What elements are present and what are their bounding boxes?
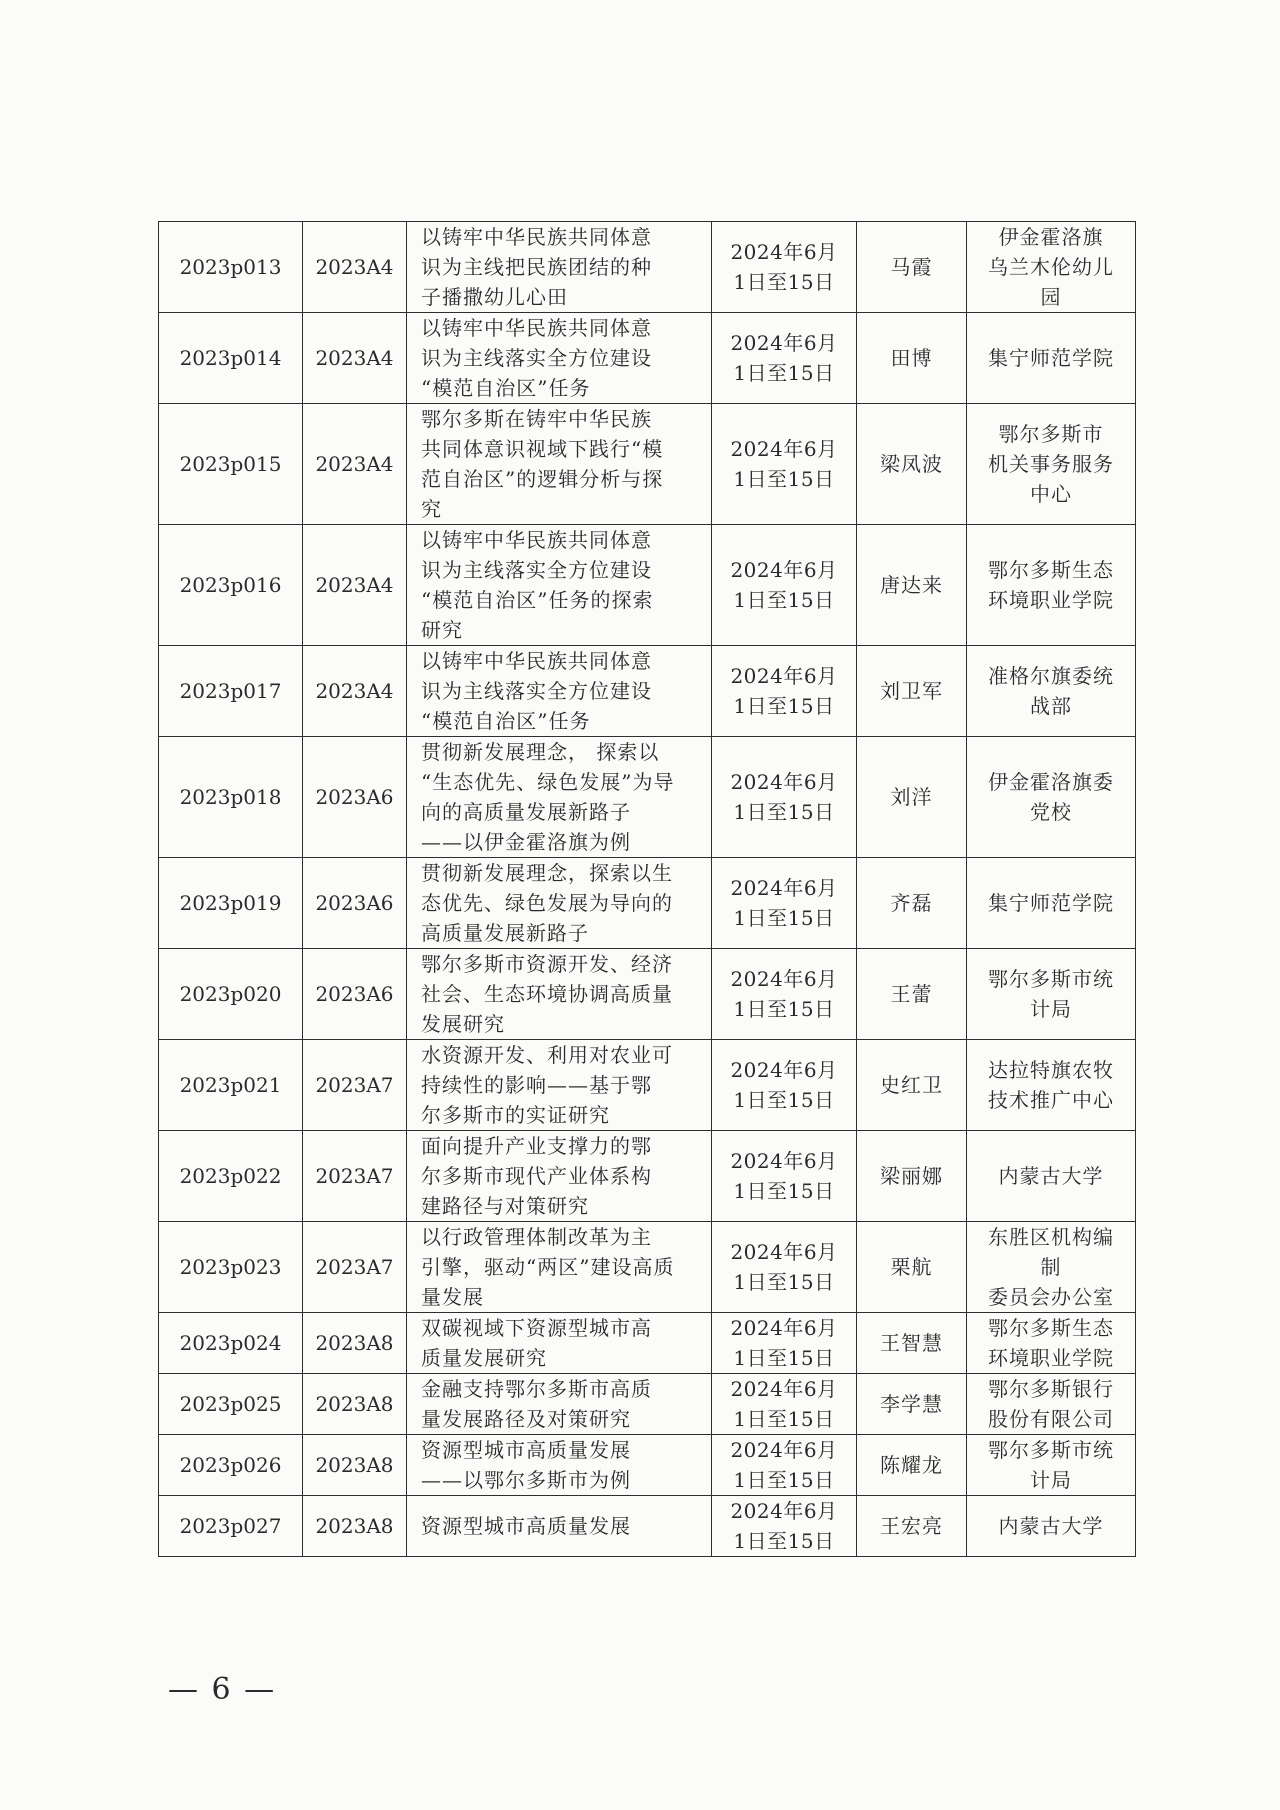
table-row — [159, 1131, 1136, 1222]
category-code-cell: 2023A8 — [303, 1313, 407, 1374]
organization-cell: 伊金霍洛旗 乌兰木伦幼儿 园 — [967, 222, 1136, 313]
project-table-container — [158, 221, 1135, 1557]
organization-cell: 伊金霍洛旗委 党校 — [967, 737, 1136, 858]
project-title-cell: 以铸牢中华民族共同体意 识为主线落实全方位建设 “模范自治区”任务 — [407, 646, 712, 737]
project-table-body — [159, 222, 1136, 1557]
author-name-cell: 栗航 — [857, 1222, 967, 1313]
organization-cell: 鄂尔多斯市统 计局 — [967, 949, 1136, 1040]
project-id-cell: 2023p026 — [159, 1435, 303, 1496]
project-title-cell: 资源型城市高质量发展 — [407, 1496, 712, 1557]
organization-cell: 鄂尔多斯市统 计局 — [967, 1435, 1136, 1496]
author-name-cell: 陈耀龙 — [857, 1435, 967, 1496]
table-row — [159, 858, 1136, 949]
project-title-cell: 以行政管理体制改革为主 引擎，驱动“两区”建设高质 量发展 — [407, 1222, 712, 1313]
project-id-cell: 2023p025 — [159, 1374, 303, 1435]
date-range-cell: 2024年6月 1日至15日 — [712, 646, 857, 737]
organization-cell: 准格尔旗委统 战部 — [967, 646, 1136, 737]
date-range-cell: 2024年6月 1日至15日 — [712, 313, 857, 404]
author-name-cell: 齐磊 — [857, 858, 967, 949]
organization-cell: 鄂尔多斯生态 环境职业学院 — [967, 525, 1136, 646]
date-range-cell: 2024年6月 1日至15日 — [712, 737, 857, 858]
author-name-cell: 王智慧 — [857, 1313, 967, 1374]
project-title-cell: 以铸牢中华民族共同体意 识为主线落实全方位建设 “模范自治区”任务 — [407, 313, 712, 404]
date-range-cell: 2024年6月 1日至15日 — [712, 1131, 857, 1222]
project-title-cell: 贯彻新发展理念， 探索以 “生态优先、绿色发展”为导 向的高质量发展新路子 ——以伊金霍洛旗为例 — [407, 737, 712, 858]
category-code-cell: 2023A4 — [303, 646, 407, 737]
organization-cell: 鄂尔多斯银行 股份有限公司 — [967, 1374, 1136, 1435]
organization-cell: 内蒙古大学 — [967, 1496, 1136, 1557]
category-code-cell: 2023A6 — [303, 858, 407, 949]
project-id-cell: 2023p020 — [159, 949, 303, 1040]
organization-cell: 达拉特旗农牧 技术推广中心 — [967, 1040, 1136, 1131]
author-name-cell: 王宏亮 — [857, 1496, 967, 1557]
date-range-cell: 2024年6月 1日至15日 — [712, 858, 857, 949]
table-row — [159, 949, 1136, 1040]
author-name-cell: 马霞 — [857, 222, 967, 313]
project-title-cell: 金融支持鄂尔多斯市高质 量发展路径及对策研究 — [407, 1374, 712, 1435]
table-row — [159, 1222, 1136, 1313]
author-name-cell: 梁凤波 — [857, 404, 967, 525]
category-code-cell: 2023A7 — [303, 1040, 407, 1131]
project-title-cell: 以铸牢中华民族共同体意 识为主线把民族团结的种 子播撒幼儿心田 — [407, 222, 712, 313]
date-range-cell: 2024年6月 1日至15日 — [712, 1496, 857, 1557]
date-range-cell: 2024年6月 1日至15日 — [712, 222, 857, 313]
category-code-cell: 2023A8 — [303, 1496, 407, 1557]
category-code-cell: 2023A8 — [303, 1435, 407, 1496]
category-code-cell: 2023A7 — [303, 1222, 407, 1313]
category-code-cell: 2023A8 — [303, 1374, 407, 1435]
category-code-cell: 2023A4 — [303, 525, 407, 646]
table-row — [159, 1313, 1136, 1374]
table-row — [159, 404, 1136, 525]
organization-cell: 集宁师范学院 — [967, 858, 1136, 949]
project-id-cell: 2023p013 — [159, 222, 303, 313]
date-range-cell: 2024年6月 1日至15日 — [712, 1374, 857, 1435]
table-row — [159, 1496, 1136, 1557]
project-id-cell: 2023p021 — [159, 1040, 303, 1131]
page-number: — 6 — — [168, 1672, 277, 1707]
date-range-cell: 2024年6月 1日至15日 — [712, 1435, 857, 1496]
author-name-cell: 刘洋 — [857, 737, 967, 858]
project-id-cell: 2023p016 — [159, 525, 303, 646]
organization-cell: 鄂尔多斯生态 环境职业学院 — [967, 1313, 1136, 1374]
project-id-cell: 2023p018 — [159, 737, 303, 858]
date-range-cell: 2024年6月 1日至15日 — [712, 949, 857, 1040]
category-code-cell: 2023A6 — [303, 737, 407, 858]
author-name-cell: 田博 — [857, 313, 967, 404]
project-id-cell: 2023p023 — [159, 1222, 303, 1313]
project-id-cell: 2023p014 — [159, 313, 303, 404]
date-range-cell: 2024年6月 1日至15日 — [712, 1222, 857, 1313]
organization-cell: 内蒙古大学 — [967, 1131, 1136, 1222]
category-code-cell: 2023A4 — [303, 404, 407, 525]
project-title-cell: 面向提升产业支撑力的鄂 尔多斯市现代产业体系构 建路径与对策研究 — [407, 1131, 712, 1222]
project-id-cell: 2023p017 — [159, 646, 303, 737]
date-range-cell: 2024年6月 1日至15日 — [712, 1040, 857, 1131]
project-title-cell: 双碳视域下资源型城市高 质量发展研究 — [407, 1313, 712, 1374]
author-name-cell: 刘卫军 — [857, 646, 967, 737]
category-code-cell: 2023A4 — [303, 313, 407, 404]
author-name-cell: 梁丽娜 — [857, 1131, 967, 1222]
date-range-cell: 2024年6月 1日至15日 — [712, 404, 857, 525]
organization-cell: 东胜区机构编 制 委员会办公室 — [967, 1222, 1136, 1313]
author-name-cell: 王蕾 — [857, 949, 967, 1040]
table-row — [159, 313, 1136, 404]
table-row — [159, 222, 1136, 313]
table-row — [159, 1374, 1136, 1435]
table-row — [159, 646, 1136, 737]
project-id-cell: 2023p024 — [159, 1313, 303, 1374]
author-name-cell: 李学慧 — [857, 1374, 967, 1435]
project-title-cell: 水资源开发、利用对农业可 持续性的影响——基于鄂 尔多斯市的实证研究 — [407, 1040, 712, 1131]
category-code-cell: 2023A4 — [303, 222, 407, 313]
table-row — [159, 1040, 1136, 1131]
category-code-cell: 2023A6 — [303, 949, 407, 1040]
project-table — [158, 221, 1136, 1557]
organization-cell: 鄂尔多斯市 机关事务服务 中心 — [967, 404, 1136, 525]
category-code-cell: 2023A7 — [303, 1131, 407, 1222]
project-id-cell: 2023p019 — [159, 858, 303, 949]
table-row — [159, 737, 1136, 858]
project-id-cell: 2023p027 — [159, 1496, 303, 1557]
date-range-cell: 2024年6月 1日至15日 — [712, 525, 857, 646]
project-id-cell: 2023p022 — [159, 1131, 303, 1222]
project-title-cell: 鄂尔多斯市资源开发、经济 社会、生态环境协调高质量 发展研究 — [407, 949, 712, 1040]
project-title-cell: 以铸牢中华民族共同体意 识为主线落实全方位建设 “模范自治区”任务的探索 研究 — [407, 525, 712, 646]
organization-cell: 集宁师范学院 — [967, 313, 1136, 404]
date-range-cell: 2024年6月 1日至15日 — [712, 1313, 857, 1374]
project-title-cell: 资源型城市高质量发展 ——以鄂尔多斯市为例 — [407, 1435, 712, 1496]
author-name-cell: 唐达来 — [857, 525, 967, 646]
table-row — [159, 1435, 1136, 1496]
author-name-cell: 史红卫 — [857, 1040, 967, 1131]
project-title-cell: 贯彻新发展理念，探索以生 态优先、绿色发展为导向的 高质量发展新路子 — [407, 858, 712, 949]
project-id-cell: 2023p015 — [159, 404, 303, 525]
table-row — [159, 525, 1136, 646]
project-title-cell: 鄂尔多斯在铸牢中华民族 共同体意识视域下践行“模 范自治区”的逻辑分析与探 究 — [407, 404, 712, 525]
